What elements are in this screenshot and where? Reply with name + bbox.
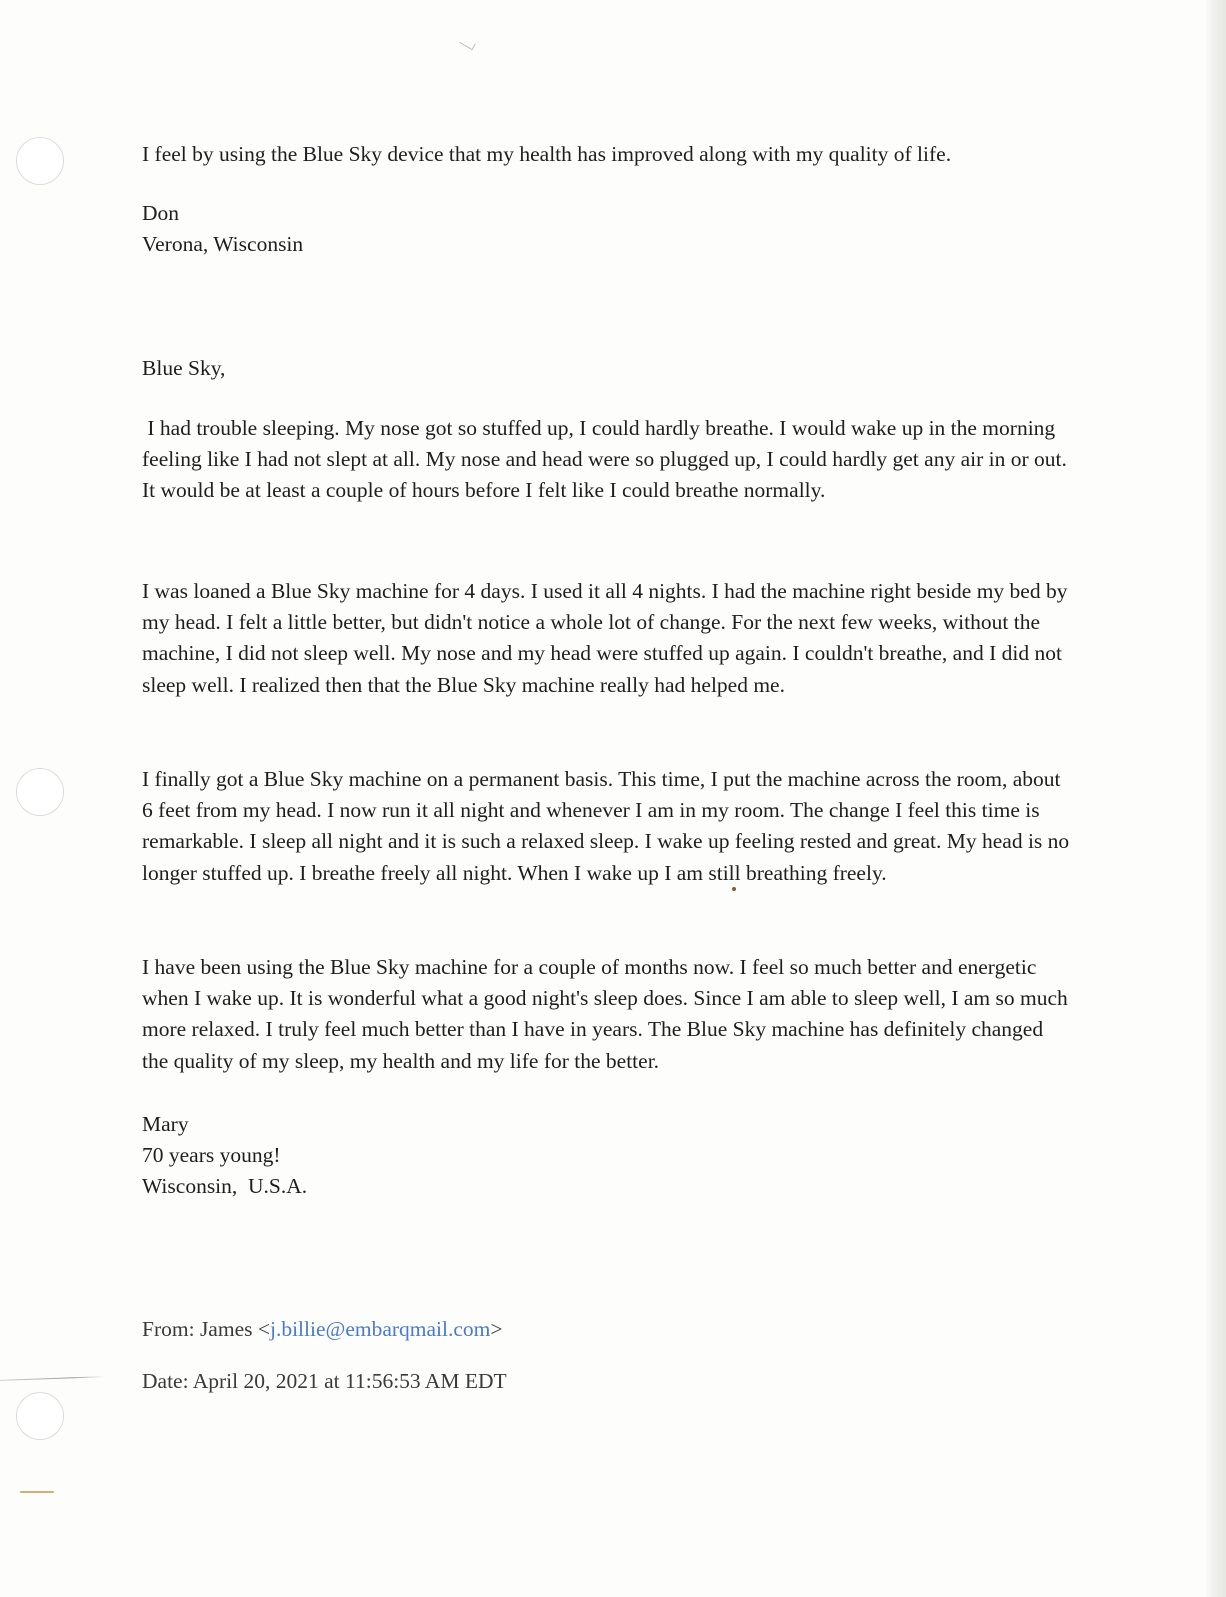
signature-name-don: Don [142,201,180,225]
letter-paragraph: I was loaned a Blue Sky machine for 4 days. I used it all 4 nights. I had the machine right beside my bed by my head. I felt a little better, but didn't notice a whole lot of change. For the next few weeks, without the machine, I did not sleep well. My nose and my head were stuffed up again. I couldn't breathe, and I did not sleep well. I realized then that the Blue Sky machine really had helped me. [142,579,1068,697]
punch-hole [16,768,64,816]
signature-name-mary: Mary [142,1112,189,1136]
letter-paragraph: I had trouble sleeping. My nose got so stuffed up, I could hardly breathe. I would wake up in the morning feeling like I had not slept at all. My nose and head were so plugged up, I could hardly get any air in or out. It would be at least a couple of hours before I felt like I could breathe normally. [142,416,1073,503]
testimonial-intro: I feel by using the Blue Sky device that my health has improved along with my quality of life. [142,142,952,166]
signature-location-mary: Wisconsin, U.S.A. [142,1174,308,1198]
letter-paragraph: I finally got a Blue Sky machine on a permanent basis. This time, I put the machine across the room, about 6 feet from my head. I now run it all night and whenever I am in my room. The change I feel this time is remarkable. I sleep all night and it is such a relaxed sleep. I wake up feeling rested and great. My head is no longer stuffed up. I breathe freely all night. When I wake up I am still breathing freely. [142,767,1070,885]
scan-artifact-mark [459,37,475,51]
punch-hole-shadow [0,137,17,181]
punch-hole [16,137,64,185]
letter-paragraph: I have been using the Blue Sky machine for a couple of months now. I feel so much better and energetic when I wake up. It is wonderful what a good night's sleep does. Since I am able to sleep well, I am so much more relaxed. I truly feel much better than I have in years. The Blue Sky machine has definitely changed the quality of my sleep, my health and my life for the better. [142,955,1068,1073]
email-from-label: From: James < [142,1317,270,1341]
punch-hole [16,1392,64,1440]
email-address-link[interactable]: j.billie@embarqmail.com [269,1317,491,1341]
punch-hole-shadow [0,768,17,812]
email-from-line [142,1314,503,1345]
signature-age-mary: 70 years young! [142,1143,281,1167]
scan-artifact-speck [20,1491,54,1493]
page-edge-shadow [1204,0,1226,1597]
email-date-line: Date: April 20, 2021 at 11:56:53 AM EDT [142,1369,507,1393]
punch-hole-shadow [0,1392,17,1436]
signature-location-don: Verona, Wisconsin [142,232,304,256]
scan-artifact-line [0,1376,105,1381]
email-from-close: > [490,1317,503,1341]
letter-greeting: Blue Sky, [142,356,226,380]
